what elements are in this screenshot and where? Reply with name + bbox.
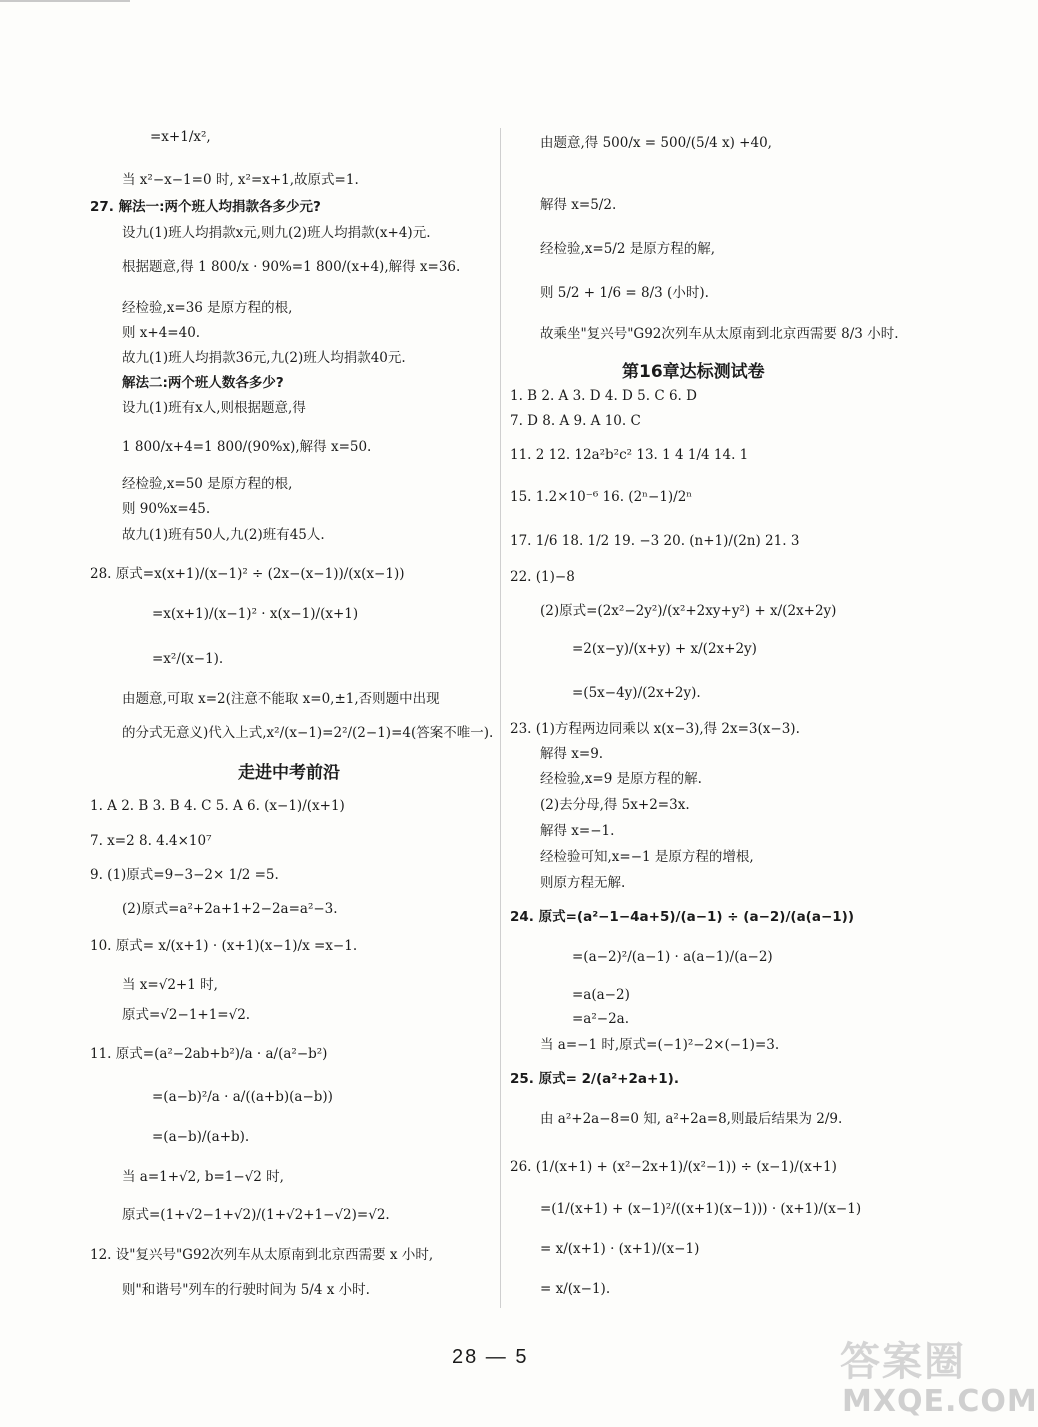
text-line: 经检验,x=36 是原方程的根, (122, 300, 293, 316)
column-divider (500, 128, 501, 1308)
answer-line: 15. 1.2×10⁻⁶ 16. (2ⁿ−1)/2ⁿ (510, 489, 693, 505)
answer-line: 1. B 2. A 3. D 4. D 5. C 6. D (510, 388, 697, 404)
text-line: =x+1/x², (150, 129, 211, 145)
text-line: = x/(x−1). (540, 1281, 611, 1297)
text-line: = x/(x+1) · (x+1)/(x−1) (540, 1241, 700, 1257)
text-line: 由 a²+2a−8=0 知, a²+2a=8,则最后结果为 2/9. (540, 1111, 843, 1127)
text-line: 经检验,x=9 是原方程的解. (540, 771, 702, 787)
text-line: 23. (1)方程两边同乘以 x(x−3),得 2x=3(x−3). (510, 721, 800, 737)
text-line: 则 90%x=45. (122, 501, 211, 517)
text-line: 经检验可知,x=−1 是原方程的增根, (540, 849, 754, 865)
answer-line: 17. 1/6 18. 1/2 19. −3 20. (n+1)/(2n) 21. 3 (510, 533, 800, 549)
text-line: =x(x+1)/(x−1)² · x(x−1)/(x+1) (152, 606, 359, 622)
text-line: 故乘坐"复兴号"G92次列车从太原南到北京西需要 8/3 小时. (540, 326, 899, 342)
text-line: 解得 x=−1. (540, 823, 615, 839)
watermark-logo (828, 1330, 1038, 1425)
answer-line: 1. A 2. B 3. B 4. C 5. A 6. (x−1)/(x+1) (90, 798, 345, 814)
text-line: 则 5/2 + 1/6 = 8/3 (小时). (540, 285, 709, 301)
text-line: =a(a−2) (572, 987, 630, 1003)
text-line: (2)原式=a²+2a+1+2−2a=a²−3. (122, 901, 338, 917)
text-line: 由题意,可取 x=2(注意不能取 x=0,±1,否则题中出现 (122, 691, 440, 707)
text-line: =(5x−4y)/(2x+2y). (572, 685, 701, 701)
problem-28: 28. 原式=x(x+1)/(x−1)² ÷ (2x−(x−1))/(x(x−1)) (90, 566, 405, 582)
text-line: 9. (1)原式=9−3−2× 1/2 =5. (90, 867, 279, 883)
watermark-text: 答案圈 (840, 1339, 966, 1385)
text-line: 1 800/x+4=1 800/(90%x),解得 x=50. (122, 439, 372, 455)
answer-line: 11. 2 12. 12a²b²c² 13. 1 4 1/4 14. 1 (510, 447, 749, 463)
text-line: =(a−b)/(a+b). (152, 1129, 250, 1145)
text-line: =(a−2)²/(a−1) · a(a−1)/(a−2) (572, 949, 773, 965)
text-line: 原式=√2−1+1=√2. (122, 1007, 251, 1023)
text-line: =(1/(x+1) + (x−1)²/((x+1)(x−1))) · (x+1)/(x−1) (540, 1201, 862, 1217)
page-number: 28 — 5 (452, 1346, 529, 1368)
text-line: =(a−b)²/a · a/((a+b)(a−b)) (152, 1089, 333, 1105)
text-line: 设九(1)班有x人,则根据题意,得 (122, 400, 306, 416)
text-line: 10. 原式= x/(x+1) · (x+1)(x−1)/x =x−1. (90, 938, 358, 954)
text-line: 根据题意,得 1 800/x · 90%=1 800/(x+4),解得 x=36. (122, 259, 461, 275)
method-two-heading: 解法二:两个班人数各多少? (122, 375, 284, 391)
text-line: 解得 x=5/2. (540, 197, 617, 213)
text-line: 12. 设"复兴号"G92次列车从太原南到北京西需要 x 小时, (90, 1247, 434, 1263)
watermark-url: MXQE.COM (842, 1384, 1038, 1419)
text-line: (2)去分母,得 5x+2=3x. (540, 797, 690, 813)
text-line: =a²−2a. (572, 1011, 630, 1027)
text-line: (2)原式=(2x²−2y²)/(x²+2xy+y²) + x/(2x+2y) (540, 603, 837, 619)
text-line: 原式=(1+√2−1+√2)/(1+√2+1−√2)=√2. (122, 1207, 390, 1223)
text-line: =x²/(x−1). (152, 651, 224, 667)
text-line: 由题意,得 500/x = 500/(5/4 x) +40, (540, 135, 772, 151)
answer-line: 7. x=2 8. 4.4×10⁷ (90, 833, 212, 849)
text-line: 当 a=1+√2, b=1−√2 时, (122, 1169, 284, 1185)
problem-24: 24. 原式=(a²−1−4a+5)/(a−1) ÷ (a−2)/(a(a−1)) (510, 909, 854, 925)
text-line: 当 a=−1 时,原式=(−1)²−2×(−1)=3. (540, 1037, 780, 1053)
text-line: 设九(1)班人均捐款x元,则九(2)班人均捐款(x+4)元. (122, 225, 431, 241)
text-line: 解得 x=9. (540, 746, 604, 762)
text-line: 当 x²−x−1=0 时, x²=x+1,故原式=1. (122, 172, 359, 188)
answer-line: 7. D 8. A 9. A 10. C (510, 413, 641, 429)
text-line: 故九(1)班有50人,九(2)班有45人. (122, 527, 325, 543)
problem-25: 25. 原式= 2/(a²+2a+1). (510, 1071, 679, 1087)
text-line: 的分式无意义)代入上式,x²/(x−1)=2²/(2−1)=4(答案不唯一). (122, 725, 494, 741)
section-title: 走进中考前沿 (238, 763, 340, 783)
text-line: =2(x−y)/(x+y) + x/(2x+2y) (572, 641, 757, 657)
text-line: 当 x=√2+1 时, (122, 977, 218, 993)
text-line: 则 x+4=40. (122, 325, 201, 341)
text-line: 经检验,x=5/2 是原方程的解, (540, 241, 716, 257)
section-title: 第16章达标测试卷 (622, 362, 765, 382)
text-line: 则原方程无解. (540, 875, 626, 891)
text-line: 则"和谐号"列车的行驶时间为 5/4 x 小时. (122, 1282, 370, 1298)
text-line: 11. 原式=(a²−2ab+b²)/a · a/(a²−b²) (90, 1046, 328, 1062)
problem-27-heading: 27. 解法一:两个班人均捐款各多少元? (90, 199, 321, 215)
text-line: 经检验,x=50 是原方程的根, (122, 476, 293, 492)
text-line: 故九(1)班人均捐款36元,九(2)班人均捐款40元. (122, 350, 406, 366)
answer-line: 22. (1)−8 (510, 569, 575, 585)
problem-26: 26. (1/(x+1) + (x²−2x+1)/(x²−1)) ÷ (x−1)/(x+1) (510, 1159, 837, 1175)
scan-edge-line (0, 0, 130, 2)
